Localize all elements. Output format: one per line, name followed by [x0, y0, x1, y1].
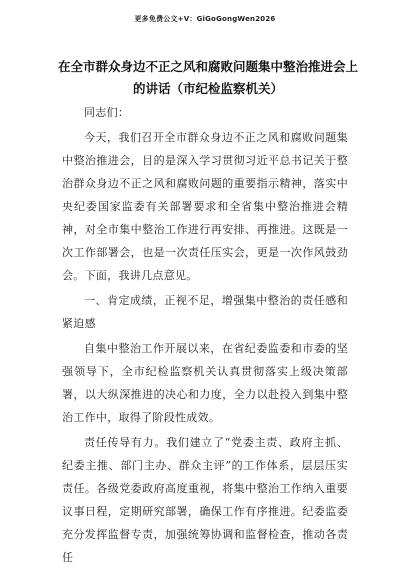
greeting: 同志们： — [84, 106, 130, 119]
section-heading-1: 一、肯定成绩，正视不足，增强集中整治的责任感和紧迫感 — [62, 294, 348, 330]
paragraph-intro: 今天，我们召开全市群众身边不正之风和腐败问题集中整治推进会，目的是深入学习贯彻习近平总书记关于整治群众身边不正之风和腐败问题的重要指示精神，落实中央纪委国家监委有关部署要求和全省集中整治推进会精神，对全市集中整治工作进行再安排、再推进。这既是一次工作部署会，也是一次责任压实会，更是一次作风鼓劲会。下面，我讲几点意见。 — [62, 131, 348, 282]
paragraph-progress: 自集中整治工作开展以来，在省纪委监委和市委的坚强领导下，全市纪检监察机关认真贯彻落实上级决策部署，以大纵深推进的决心和力度，全力以赴投入到集中整治工作中，取得了阶段性成效。 — [62, 342, 348, 424]
document-title: 在全市群众身边不正之风和腐败问题集中整治推进会上的讲话（市纪检监察机关） — [58, 59, 359, 96]
paragraph-responsibility: 责任传导有力。我们建立了“党委主责、政府主抓、纪委主推、部门主办、群众主评”的工作体系，层层压实责任。各级党委政府高度重视，将集中整治工作纳入重要议事日程，定期研究部署，确保工作有序推进。纪委监委充分发挥监督专责，加强统筹协调和监督检查，推动各责任 — [62, 436, 348, 564]
header-note: 更多免费公文+V：GiGoGongWen2026 — [134, 15, 276, 23]
document-body — [62, 101, 348, 571]
